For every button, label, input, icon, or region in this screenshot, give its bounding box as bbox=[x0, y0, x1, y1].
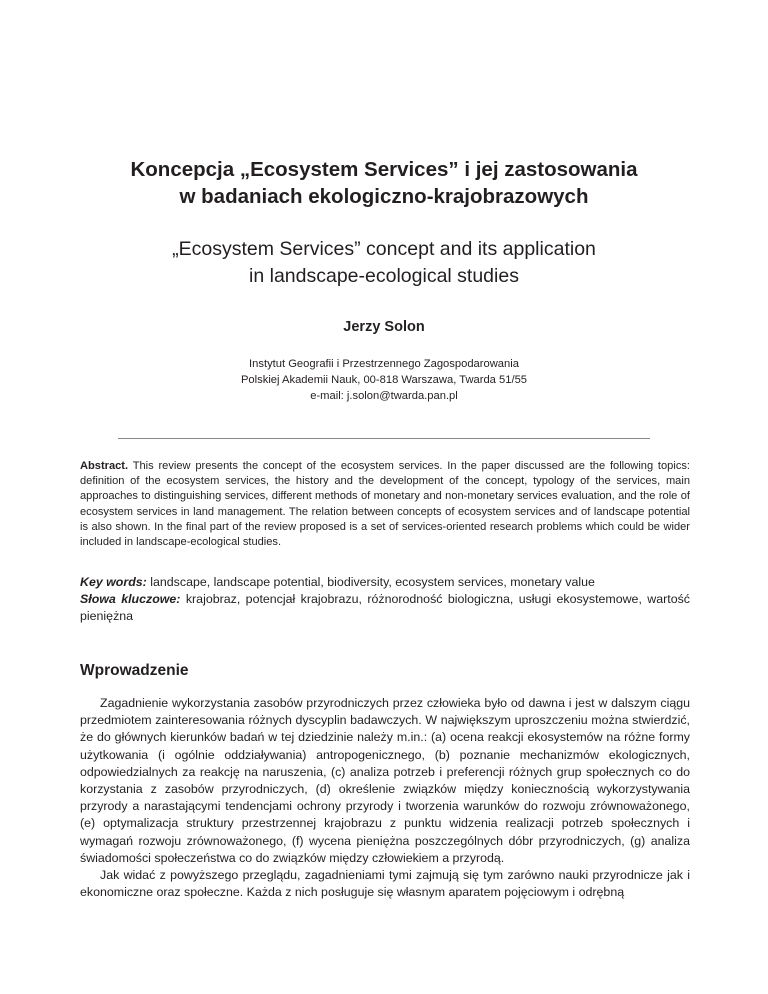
separator-rule bbox=[118, 438, 650, 439]
keywords-polish-text: krajobraz, potencjał krajobrazu, różnorodność biologiczna, usługi ekosystemowe, wartość pieniężna bbox=[80, 592, 690, 623]
section-body bbox=[80, 695, 690, 901]
body-paragraph-1: Zagadnienie wykorzystania zasobów przyrodniczych przez człowieka było od dawna i jest w dalszym ciągu przedmiotem zainteresowania różnych dyscyplin badawczych. W największym uproszczeniu można stwierdzić, że do głównych kierunków badań w tej dziedzinie należy m.in.: (a) ocena reakcji ekosystemów na różne formy użytkowania (i ogólnie oddziaływania) antropogenicznego, (b) poznanie mechanizmów ekologicznych, odpowiedzialnych za reakcję na naruszenia, (c) analiza potrzeb i preferencji różnych grup społecznych co do korzystania z zasobów przyrodniczych, (d) określenie związków między koniecznością wykorzystywania przyrody a narastającymi tendencjami ochrony przyrody i tworzenia warunków do rozwoju zrównoważonego, (e) optymalizacja struktury przestrzennej krajobrazu z punktu widzenia realizacji potrzeb społecznych i wymagań rozwoju zrównoważonego, (f) wycena pieniężna poszczególnych dóbr przyrodniczych, (g) analiza świadomości społeczeństwa co do związków między człowiekiem a przyrodą. bbox=[80, 696, 690, 865]
abstract bbox=[80, 459, 690, 550]
affiliation-email: e-mail: j.solon@twarda.pan.pl bbox=[310, 390, 458, 402]
affiliation-line-2: Polskiej Akademii Nauk, 00-818 Warszawa, Twarda 51/55 bbox=[240, 374, 528, 386]
author-name: Jerzy Solon bbox=[343, 319, 425, 335]
title-english-line-2: in landscape-ecological studies bbox=[249, 265, 519, 287]
keywords-block bbox=[80, 574, 690, 625]
abstract-label: Abstract. bbox=[80, 460, 129, 472]
title-polish-line-1: Koncepcja „Ecosystem Services” i jej zastosowania bbox=[130, 158, 638, 181]
keywords-english-text: landscape, landscape potential, biodiversity, ecosystem services, monetary value bbox=[150, 575, 595, 589]
keywords-polish bbox=[80, 591, 690, 625]
keywords-english-label: Key words: bbox=[80, 575, 147, 589]
keywords-english bbox=[80, 574, 690, 591]
affiliation bbox=[60, 356, 708, 404]
title-english-line-1: „Ecosystem Services” concept and its application bbox=[172, 238, 596, 260]
section-heading: Wprowadzenie bbox=[80, 662, 189, 679]
title-polish-line-2: w badaniach ekologiczno-krajobrazowych bbox=[179, 185, 589, 208]
keywords-polish-label: Słowa kluczowe: bbox=[80, 592, 181, 606]
abstract-text: This review presents the concept of the ecosystem services. In the paper discussed are the following topics: definition of the ecosystem services, the history and the development of the concept, typology of the services, main approaches to distinguishing services, different methods of monetary and non-monetary services evaluation, and the role of ecosystem services in land management. The relation between concepts of ecosystem services and of landscape potential is also shown. In the final part of the review proposed is a set of services-oriented research problems which could be wider included in landscape-ecological studies. bbox=[80, 460, 690, 549]
title-polish bbox=[60, 156, 708, 210]
affiliation-line-1: Instytut Geografii i Przestrzennego Zagospodarowania bbox=[249, 358, 519, 370]
body-paragraph-2: Jak widać z powyższego przeglądu, zagadnieniami tymi zajmują się tym zarówno nauki przyrodnicze jak i ekonomiczne oraz społeczne. Każda z nich posługuje się własnym aparatem pojęciowym i odrębną bbox=[80, 868, 690, 900]
title-english bbox=[60, 236, 708, 290]
